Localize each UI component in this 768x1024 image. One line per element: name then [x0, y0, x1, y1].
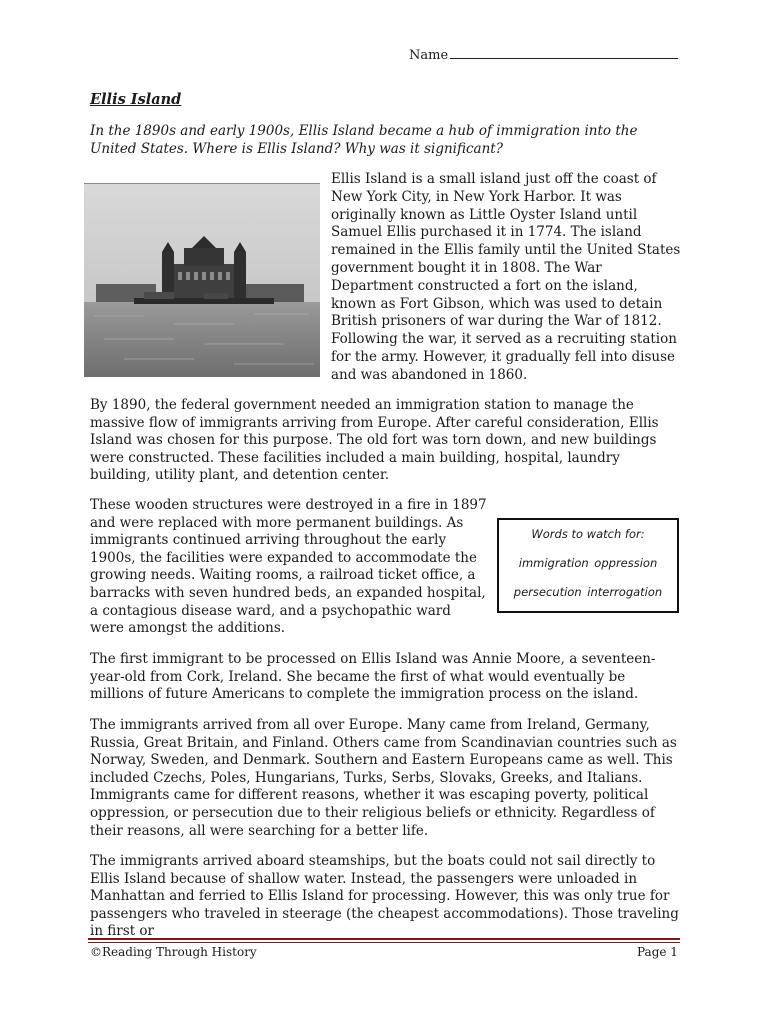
paragraph-4: The immigrants arrived from all over Europe. Many came from Ireland, Germany, Russia, Great Britain, and Finland. Others came from Scandinavian countries such as Norway, Sweden, and Denmark. Southern and Eastern Europeans came as well. This included Czechs, Poles, Hungarians, Turks, Serbs, Slovaks, Greeks, and Italians. Immigrants came for different reasons, whether it was escaping poverty, political oppression, or persecution due to their religious beliefs or ethnicity. Regardless of their reasons, all were searching for a better life. — [90, 717, 677, 839]
name-field[interactable] — [409, 45, 678, 63]
name-label: Name — [409, 48, 449, 63]
vocabulary-heading: Words to watch for: — [531, 527, 645, 541]
vocabulary-row-1: immigration oppression — [518, 556, 658, 570]
ellis-island-photo-image — [84, 184, 320, 377]
vocabulary-box — [497, 518, 679, 613]
page-number: Page 1 — [637, 945, 678, 959]
footer-copyright: ©Reading Through History — [90, 945, 257, 959]
paragraph-5: The immigrants arrived aboard steamships, but the boats could not sail directly to Ellis Island because of shallow water. Instead, the passengers were unloaded in Manhattan and ferried to Ellis Island for processing. However, this was only true for passengers who traveled in steerage (the cheapest accommodations). Those traveling in first or — [90, 853, 679, 940]
intro-paragraph: Ellis Island is a small island just off the coast of New York City, in New York Harbor. It was originally known as Little Oyster Island until Samuel Ellis purchased it in 1774. The island remained in the Ellis family until the United States government bought it in 1808. The War Department constructed a fort on the island, known as Fort Gibson, which was used to detain British prisoners of war during the War of 1812. Following the war, it served as a recruiting station for the army. However, it gradually fell into disuse and was abandoned in 1860. — [331, 171, 681, 383]
footer-rule-thick — [88, 938, 680, 940]
footer-rule-thin — [88, 942, 680, 943]
paragraph-1: By 1890, the federal government needed an immigration station to manage the massive flow of immigrants arriving from Europe. After careful consideration, Ellis Island was chosen for this purpose. The old fort was torn down, and new buildings were constructed. These facilities included a main building, hospital, laundry building, utility plant, and detention center. — [90, 397, 659, 484]
ellis-island-photo — [84, 183, 320, 377]
vocabulary-row-2: persecution interrogation — [513, 585, 663, 599]
paragraph-2: These wooden structures were destroyed in a fire in 1897 and were replaced with more permanent buildings. As immigrants continued arriving throughout the early 1900s, the facilities were expanded to accommodate the growing needs. Waiting rooms, a railroad ticket office, a barracks with seven hundred beds, an expanded hospital, a contagious disease ward, and a psychopathic ward were amongst the additions. — [90, 497, 487, 637]
paragraph-3: The first immigrant to be processed on Ellis Island was Annie Moore, a seventeen-year-old from Cork, Ireland. She became the first of what would eventually be millions of future Americans to complete the immigration process on the island. — [90, 651, 656, 703]
page-title: Ellis Island — [90, 91, 182, 108]
name-blank-line[interactable] — [450, 45, 678, 59]
intro-question: In the 1890s and early 1900s, Ellis Island became a hub of immigration into the United States. Where is Ellis Island? Why was it significant? — [90, 123, 638, 157]
